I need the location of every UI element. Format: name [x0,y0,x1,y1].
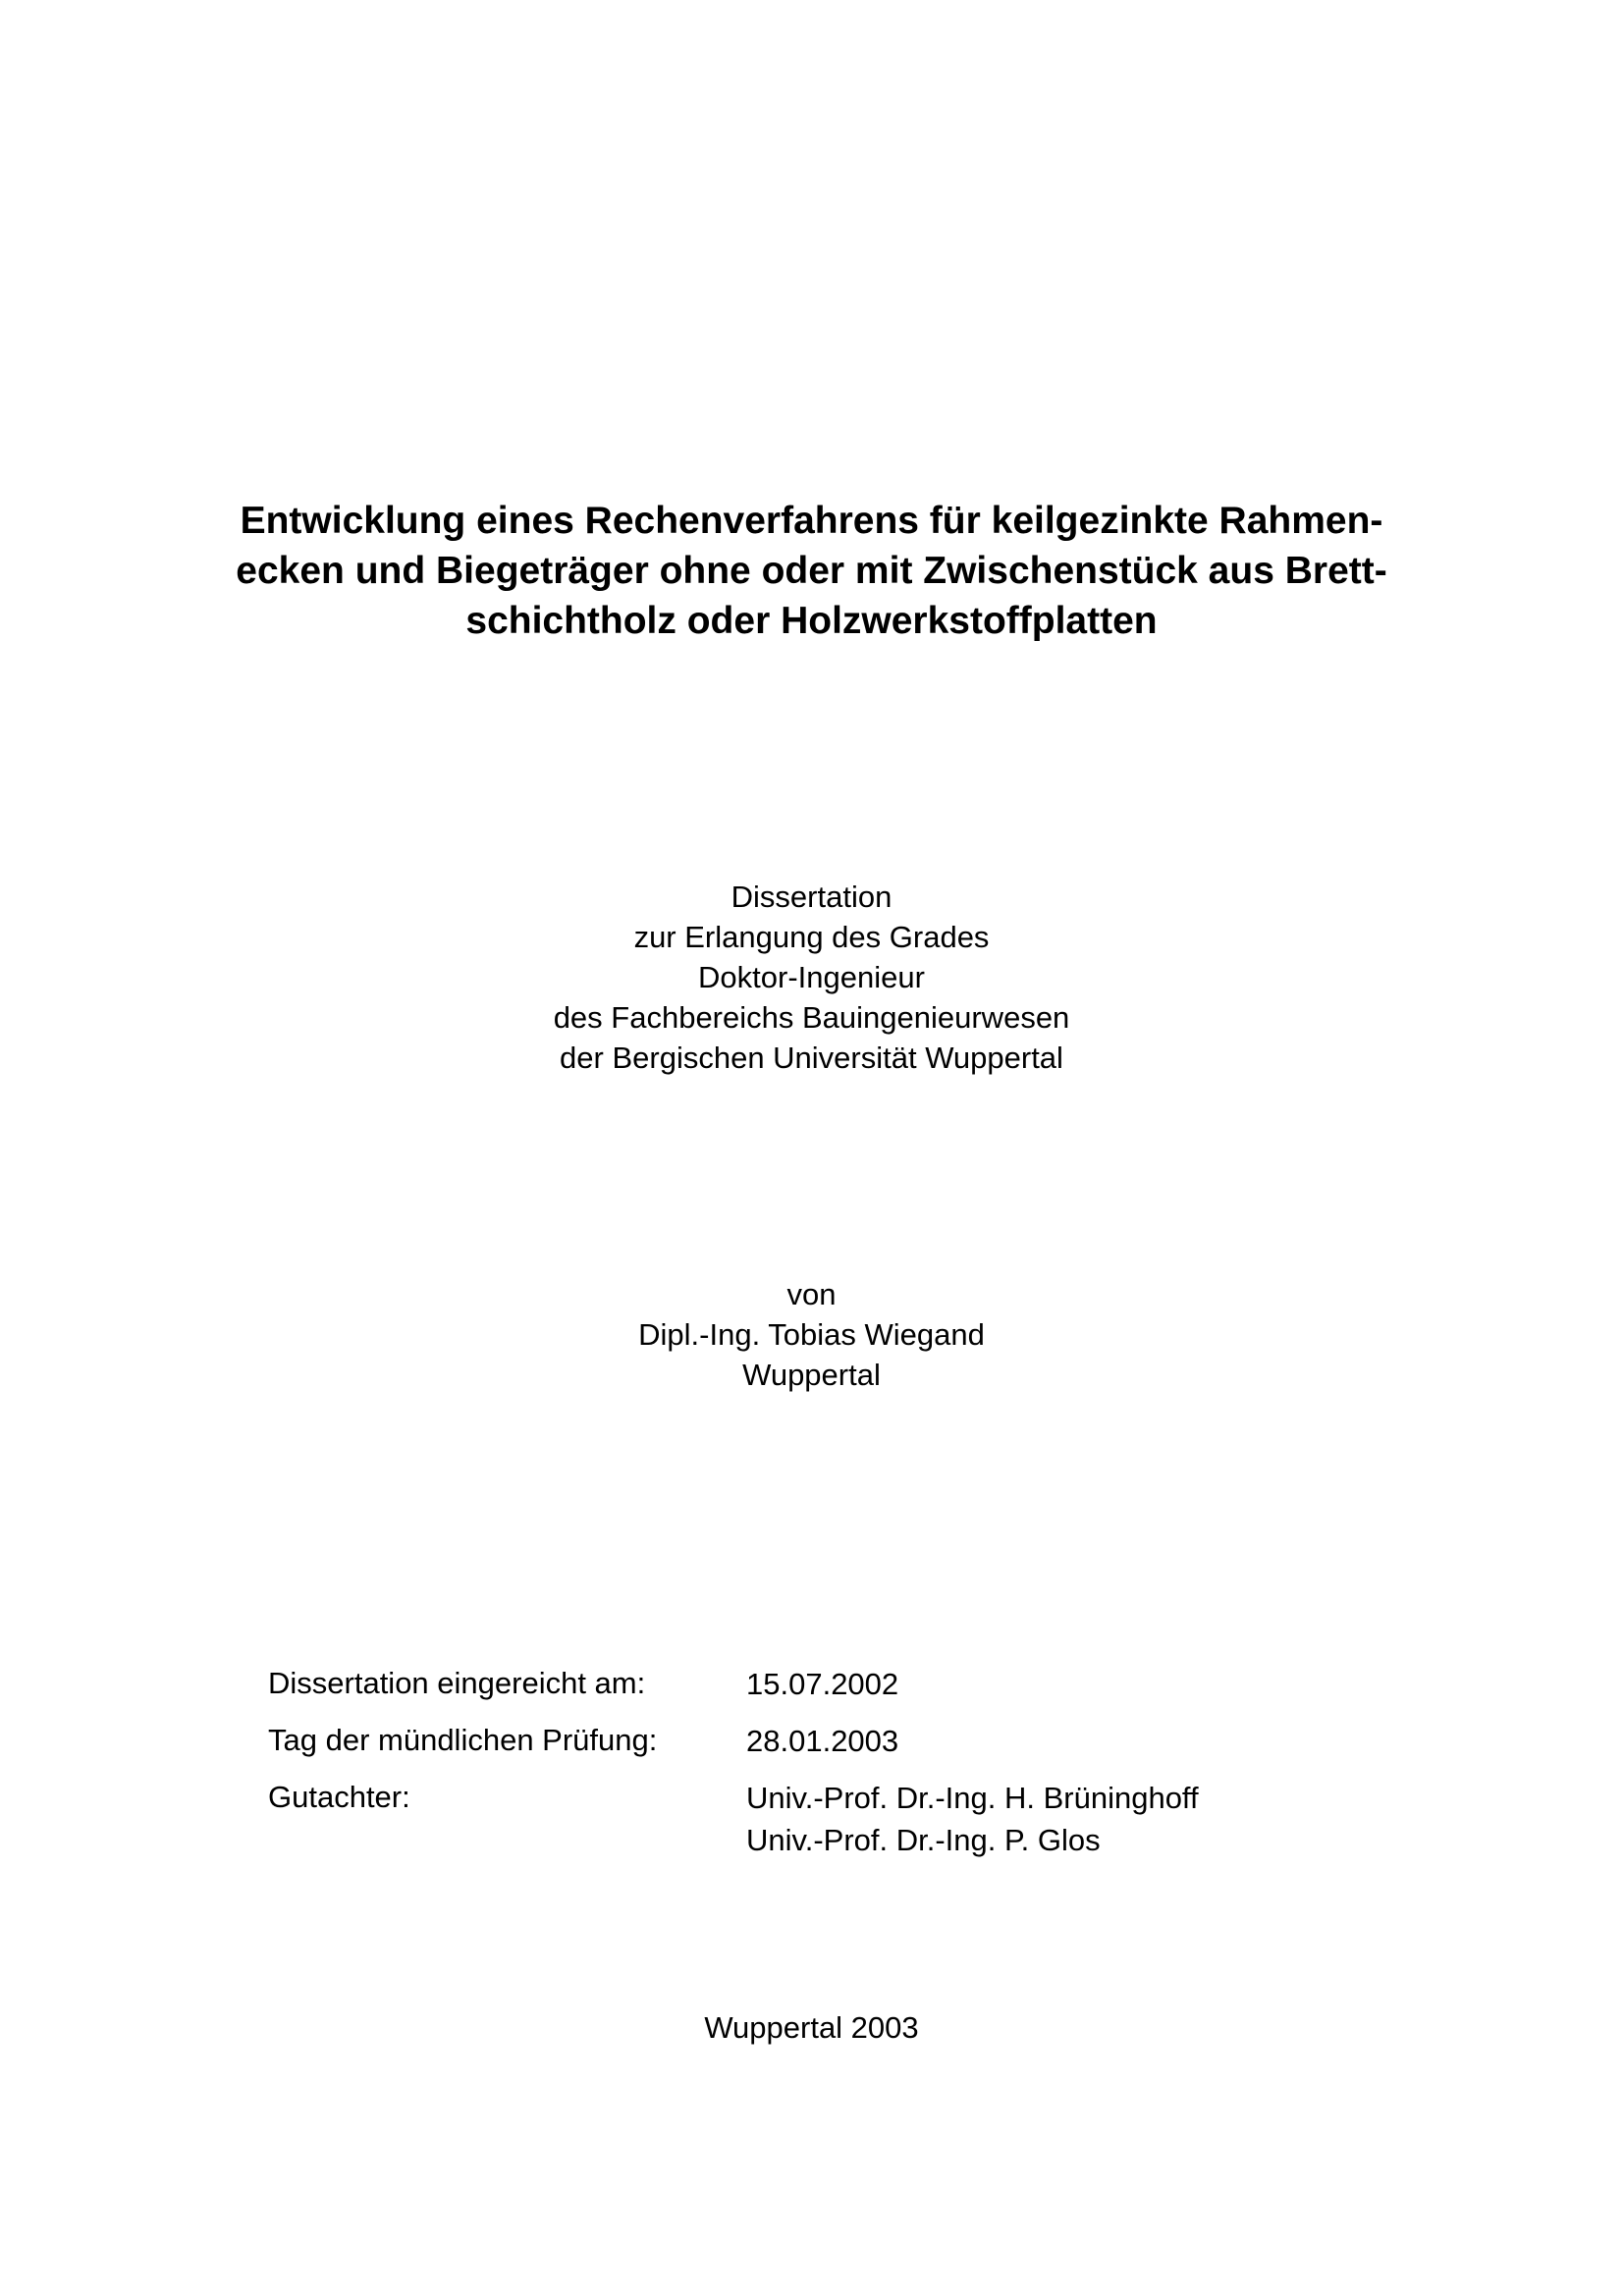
reviewers-label: Gutachter: [268,1780,410,1814]
exam-date: 28.01.2003 [746,1724,899,1758]
reviewer-name: Univ.-Prof. Dr.-Ing. H. Brüninghoff [746,1781,1199,1815]
author-preposition: von [786,1277,837,1311]
dissertation-line: zur Erlangung des Grades [633,920,990,954]
submitted-row [268,1663,1348,1703]
dissertation-statement [0,877,1623,1078]
dissertation-line: des Fachbereichs Bauingenieurwesen [553,1000,1070,1035]
exam-row [268,1720,1348,1760]
submitted-label: Dissertation eingereicht am: [268,1666,646,1700]
dissertation-line: Doktor-Ingenieur [698,960,925,994]
author-block [0,1274,1623,1395]
submitted-date: 15.07.2002 [746,1667,899,1701]
reviewers-row [268,1777,1348,1861]
title-line: ecken und Biegeträger ohne oder mit Zwischenstück aus Brett- [236,550,1387,592]
title-line: schichtholz oder Holzwerkstoffplatten [465,600,1158,642]
exam-label: Tag der mündlichen Prüfung: [268,1723,658,1757]
dissertation-metadata [268,1663,1348,1878]
exam-values [746,1720,898,1762]
author-name: Dipl.-Ing. Tobias Wiegand [638,1317,985,1352]
place-and-year: Wuppertal 2003 [704,2010,919,2045]
reviewers-values [746,1777,1199,1861]
author-city: Wuppertal [742,1358,881,1392]
document-title [0,496,1623,646]
submitted-values [746,1663,898,1705]
title-line: Entwicklung eines Rechenverfahrens für keilgezinkte Rahmen- [240,500,1383,542]
reviewer-name: Univ.-Prof. Dr.-Ing. P. Glos [746,1823,1101,1857]
dissertation-line: Dissertation [730,880,893,914]
dissertation-line: der Bergischen Universität Wuppertal [560,1041,1063,1075]
